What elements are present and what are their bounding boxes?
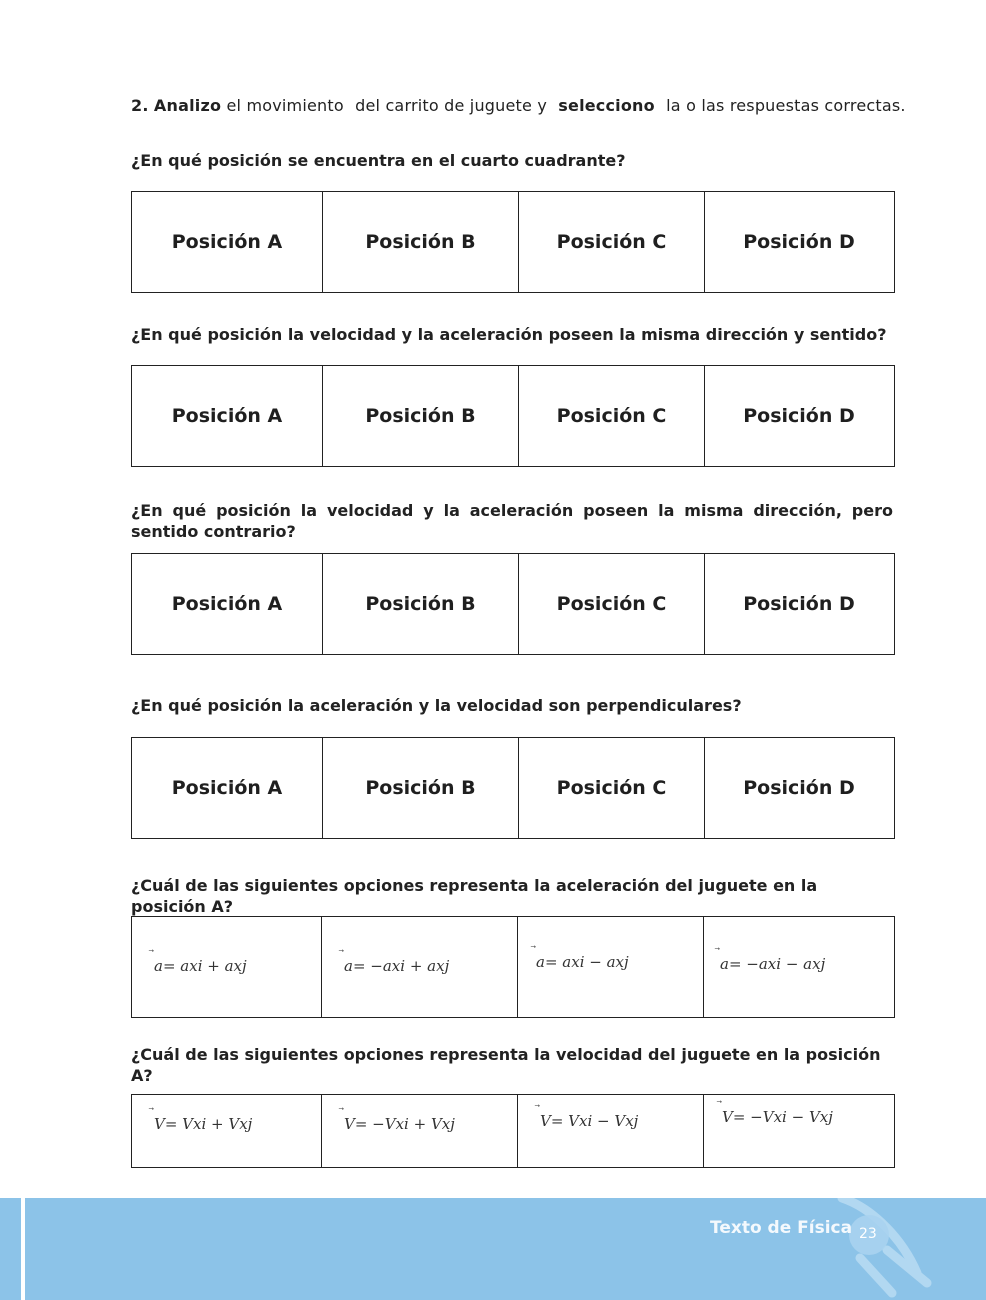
option-4-a[interactable]: Posición A (132, 738, 323, 838)
instruction-verb-analizo: Analizo (153, 96, 222, 115)
question-6: ¿Cuál de las siguientes opciones representa la velocidad del juguete en la posición A? (131, 1045, 881, 1085)
instruction-text-1: el movimiento (226, 96, 344, 115)
option-3-b[interactable]: Posición B (323, 554, 519, 654)
formula-6-b: = −Vxi + Vxj (354, 1115, 455, 1133)
option-3-d[interactable]: Posición D (743, 593, 855, 615)
option-1-d[interactable]: Posición D (743, 231, 855, 253)
formula-5-b: = −axi + axj (352, 957, 450, 975)
option-2-c[interactable]: Posición C (519, 366, 705, 466)
formula-6-d: = −Vxi − Vxj (732, 1108, 833, 1126)
option-6-a[interactable] (132, 1095, 322, 1167)
option-5-a[interactable] (132, 917, 322, 1017)
formula-5-c: = axi − axj (544, 953, 629, 971)
vector-a-symbol: a (344, 957, 353, 975)
options-table-4 (131, 737, 895, 839)
option-4-c[interactable]: Posición C (519, 738, 705, 838)
vector-v-symbol: V (344, 1115, 355, 1133)
option-4-d[interactable]: Posición D (743, 777, 855, 799)
formula-5-a: = axi + axj (162, 957, 247, 975)
formula-5-d: = −axi − axj (728, 955, 826, 973)
option-1-c[interactable]: Posición C (519, 192, 705, 292)
options-table-3 (131, 553, 895, 655)
vector-a-symbol: a (720, 955, 729, 973)
footer-divider (21, 1198, 25, 1300)
option-6-d[interactable] (704, 1095, 894, 1167)
vector-a-symbol: a (536, 953, 545, 971)
options-table-6 (131, 1094, 895, 1168)
formula-6-c: = Vxi − Vxj (550, 1112, 639, 1130)
question-4: ¿En qué posición la aceleración y la velocidad son perpendiculares? (131, 696, 742, 715)
instruction-number: 2. (131, 96, 149, 115)
option-6-c[interactable] (518, 1095, 704, 1167)
question-2: ¿En qué posición la velocidad y la aceleración poseen la misma dirección y sentido? (131, 325, 887, 344)
option-5-d[interactable] (704, 917, 894, 1017)
option-6-b[interactable] (322, 1095, 518, 1167)
option-4-b[interactable]: Posición B (323, 738, 519, 838)
page-footer (0, 1198, 986, 1300)
option-5-b[interactable] (322, 917, 518, 1017)
options-table-1 (131, 191, 895, 293)
option-2-a[interactable]: Posición A (132, 366, 323, 466)
vector-v-symbol: V (540, 1112, 551, 1130)
instruction-text-3: la o las respuestas correctas. (666, 96, 906, 115)
option-3-c[interactable]: Posición C (519, 554, 705, 654)
question-1: ¿En qué posición se encuentra en el cuarto cuadrante? (131, 151, 626, 170)
question-3: ¿En qué posición la velocidad y la aceleración poseen la misma dirección, pero sentido contrario? (131, 501, 893, 541)
instruction-text-2: del carrito de juguete y (355, 96, 547, 115)
option-3-a[interactable]: Posición A (132, 554, 323, 654)
footer-book-title: Texto de Física (710, 1218, 853, 1238)
option-2-d[interactable]: Posición D (743, 405, 855, 427)
options-table-5 (131, 916, 895, 1018)
option-2-b[interactable]: Posición B (323, 366, 519, 466)
vector-a-symbol: a (154, 957, 163, 975)
options-table-2 (131, 365, 895, 467)
instruction-line (131, 96, 911, 115)
option-1-b[interactable]: Posición B (323, 192, 519, 292)
instruction-verb-selecciono: selecciono (558, 96, 655, 115)
question-5: ¿Cuál de las siguientes opciones representa la aceleración del juguete en la posición A? (131, 876, 818, 916)
vector-v-symbol: V (722, 1108, 733, 1126)
vector-v-symbol: V (154, 1115, 165, 1133)
rocket-icon (832, 1198, 942, 1300)
formula-6-a: = Vxi + Vxj (164, 1115, 253, 1133)
option-1-a[interactable]: Posición A (132, 192, 323, 292)
option-5-c[interactable] (518, 917, 704, 1017)
page-number: 23 (859, 1226, 877, 1242)
